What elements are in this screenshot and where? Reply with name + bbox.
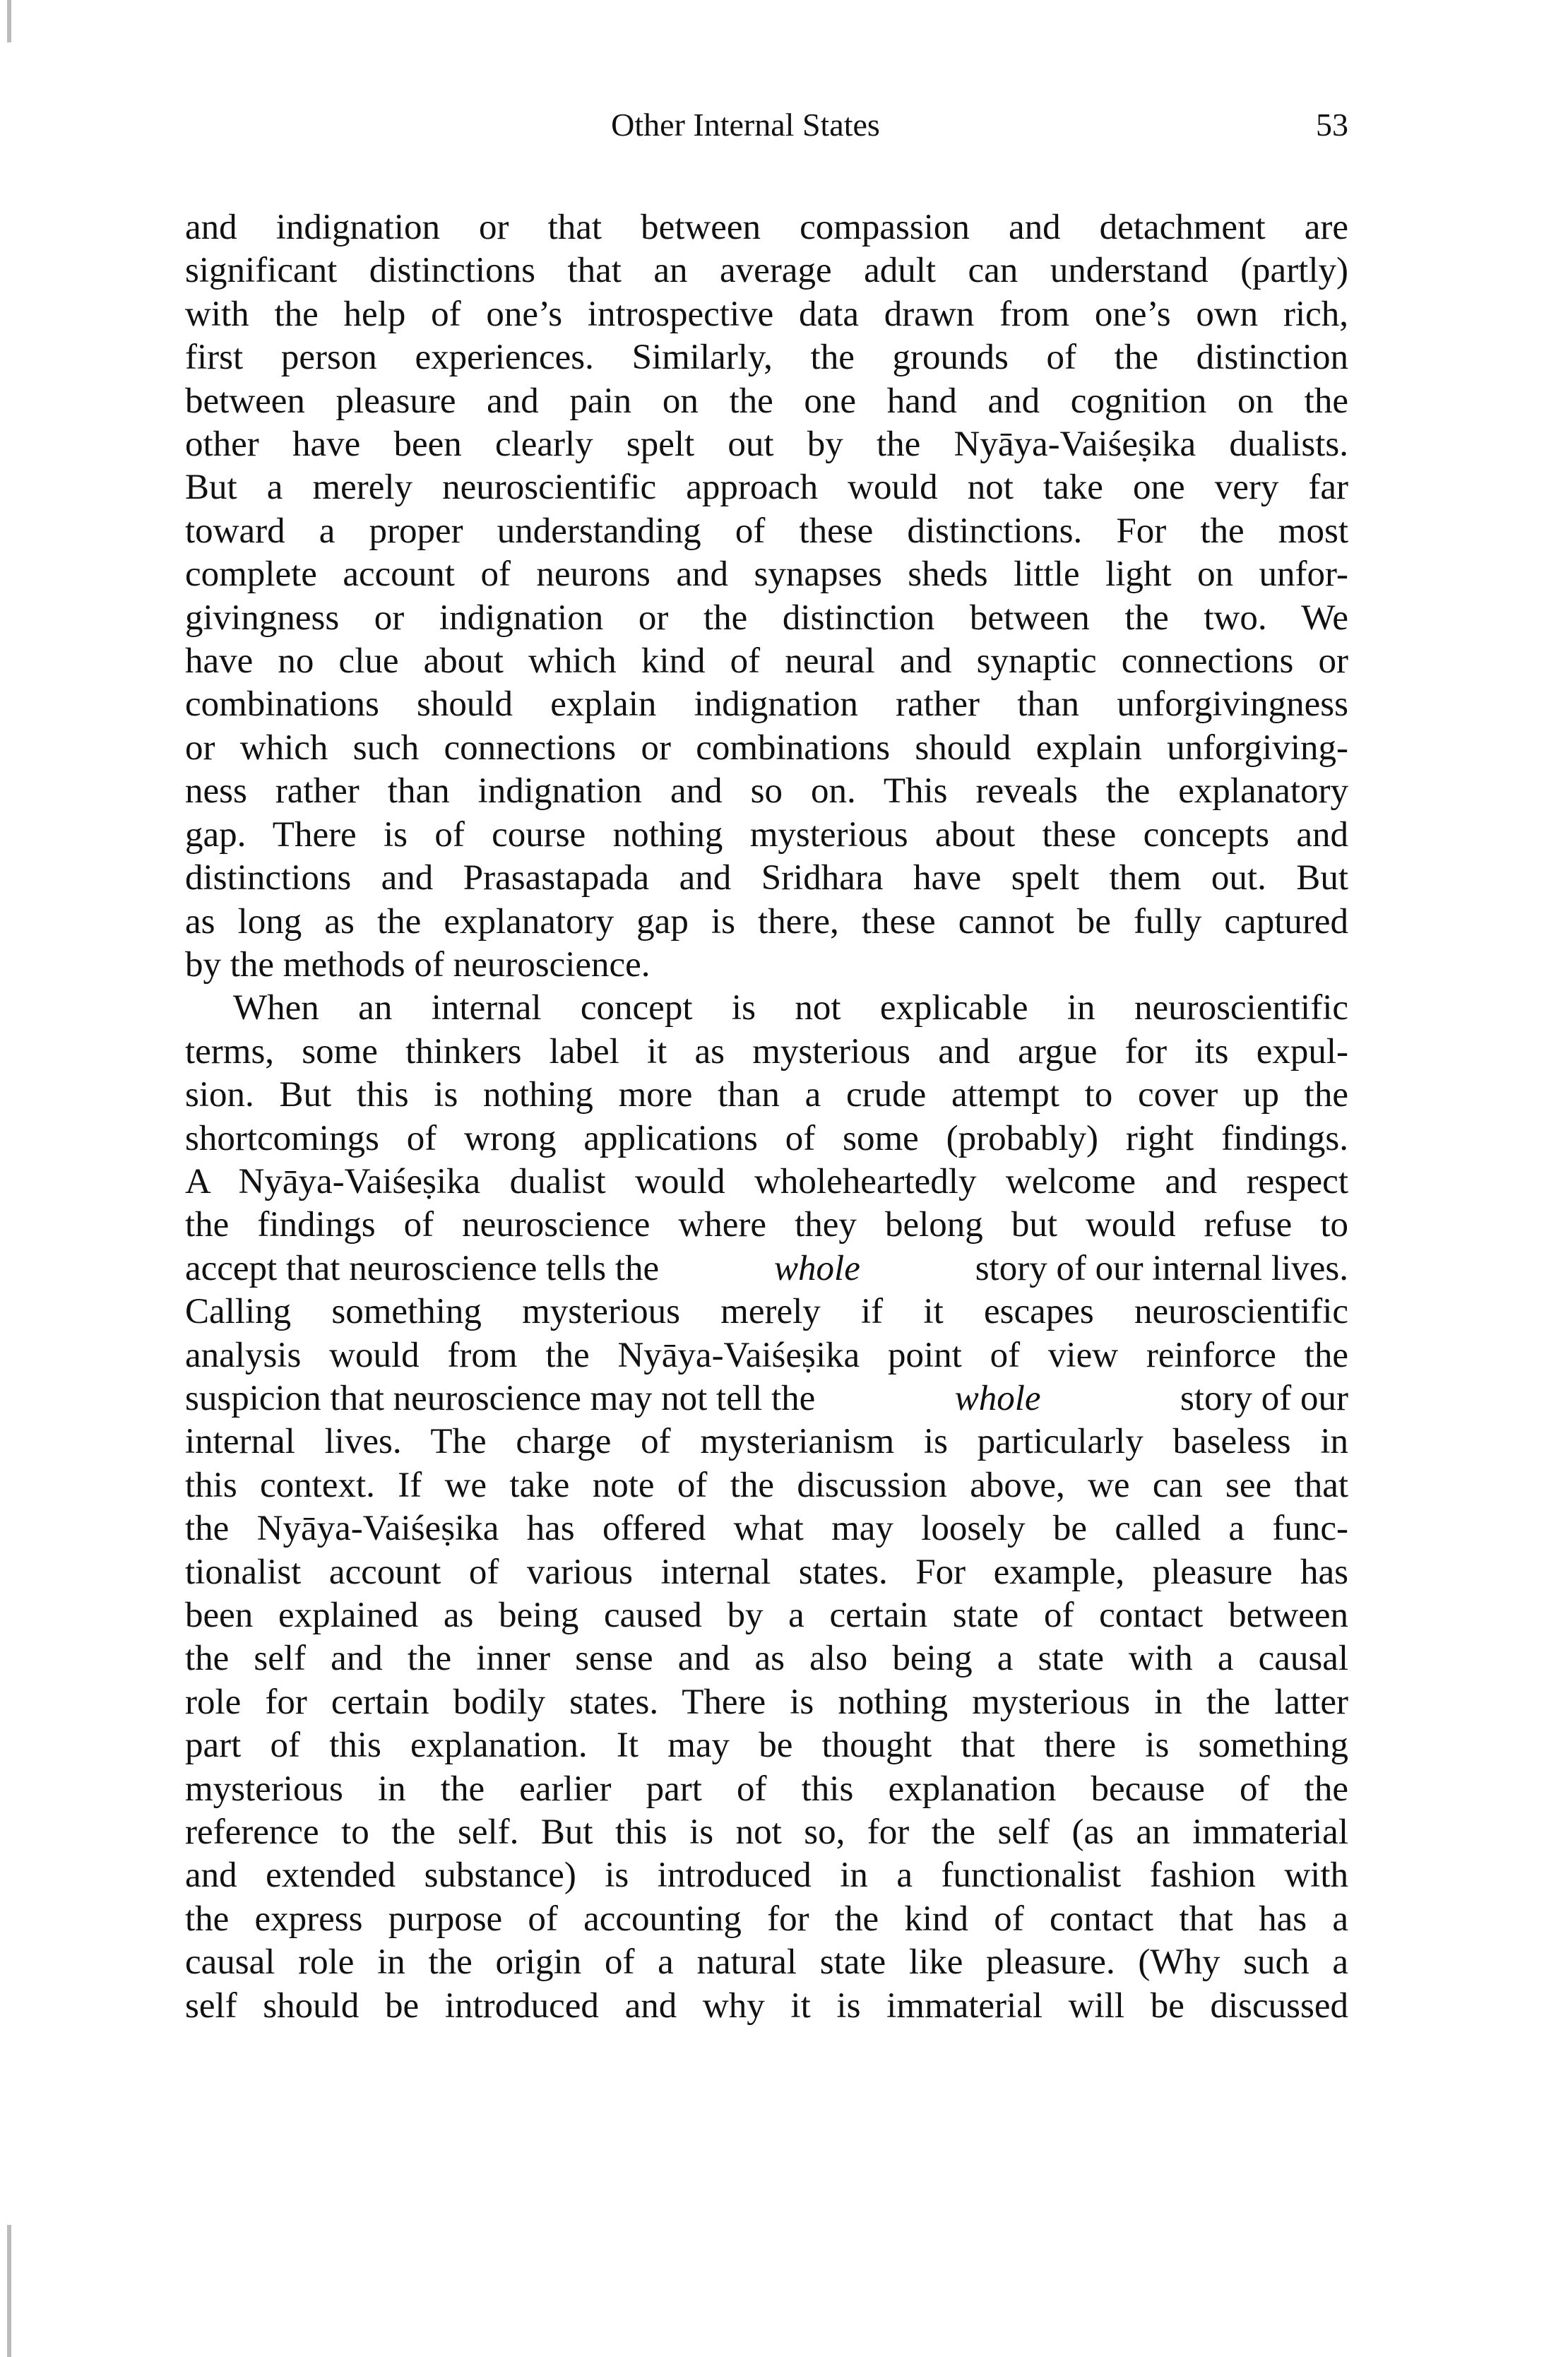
text-line (185, 1551, 1348, 1594)
text-segment: ness rather than indignation and so on. This reveals the explanatory (185, 771, 1348, 812)
running-head (185, 106, 1348, 148)
text-line (185, 640, 1348, 683)
text-segment: role for certain bodily states. There is nothing mysterious in the latter (185, 1682, 1348, 1722)
text-segment: internal lives. The charge of mysterianism is particularly baseless in (185, 1422, 1348, 1462)
text-line (185, 1681, 1348, 1724)
text-segment: mysterious in the earlier part of this explanation because of the (185, 1769, 1348, 1809)
text-segment: and extended substance) is introduced in a functionalist fashion with (185, 1856, 1348, 1896)
text-line (185, 1247, 1348, 1290)
text-segment: with the help of one’s introspective data drawn from one’s own rich, (185, 294, 1348, 334)
text-segment: or which such connections or combinations should explain unforgiving- (185, 728, 1348, 768)
text-segment: suspicion that neuroscience may not tell the (185, 1378, 825, 1418)
text-line (185, 1724, 1348, 1767)
emphasis: whole (954, 1378, 1041, 1418)
text-line (185, 380, 1348, 423)
text-line (185, 1160, 1348, 1204)
text-line (185, 1464, 1348, 1507)
text-line (185, 857, 1348, 900)
text-segment: complete account of neurons and synapses sheds little light on unfor- (185, 554, 1348, 595)
text-segment: toward a proper understanding of these distinctions. For the most (185, 511, 1348, 551)
text-segment: A Nyāya-Vaiśeṣika dualist would wholeheartedly welcome and respect (185, 1161, 1348, 1201)
text-line (185, 901, 1348, 944)
text-segment: givingness or indignation or the distinction between the two. We (185, 598, 1348, 638)
text-line (185, 206, 1348, 249)
text-segment: shortcomings of wrong applications of some (probably) right findings. (185, 1118, 1348, 1158)
text-segment: as long as the explanatory gap is there, these cannot be fully captured (185, 901, 1348, 942)
text-line (185, 944, 1348, 987)
text-segment: sion. But this is nothing more than a crude attempt to cover up the (185, 1075, 1348, 1115)
body-text (185, 206, 1348, 2028)
text-segment: between pleasure and pain on the one hand and cognition on the (185, 381, 1348, 421)
text-segment: part of this explanation. It may be thought that there is something (185, 1726, 1348, 1766)
text-line (185, 727, 1348, 770)
text-segment: story of our internal lives. (966, 1248, 1348, 1288)
text-segment: the self and the inner sense and as also being a state with a causal (185, 1639, 1348, 1679)
text-segment: the express purpose of accounting for the kind of contact that has a (185, 1899, 1348, 1939)
text-segment: the findings of neuroscience where they belong but would refuse to (185, 1205, 1348, 1245)
text-line (185, 553, 1348, 596)
scan-edge-mark (7, 2225, 11, 2357)
text-segment: causal role in the origin of a natural state like pleasure. (Why such a (185, 1942, 1348, 1983)
text-line (185, 510, 1348, 553)
page-number: 53 (1316, 107, 1348, 143)
text-segment: terms, some thinkers label it as mysterious and argue for its expul- (185, 1031, 1348, 1071)
text-line (185, 1074, 1348, 1117)
text-segment: story of our (1171, 1378, 1348, 1418)
text-segment: tionalist account of various internal states. For example, pleasure has (185, 1552, 1348, 1592)
text-line (185, 336, 1348, 379)
text-segment: reference to the self. But this is not so, for the self (as an immaterial (185, 1812, 1348, 1853)
text-segment: been explained as being caused by a certain state of contact between (185, 1596, 1348, 1635)
text-segment: the Nyāya-Vaiśeṣika has offered what may loosely be called a func- (185, 1509, 1348, 1549)
text-line (185, 1334, 1348, 1377)
text-segment: first person experiences. Similarly, the grounds of the distinction (185, 338, 1348, 378)
text-segment: gap. There is of course nothing mysterious about these concepts and (185, 814, 1348, 855)
text-segment: this context. If we take note of the discussion above, we can see that (185, 1465, 1348, 1505)
text-line (185, 814, 1348, 857)
text-line (185, 987, 1348, 1030)
text-line (185, 683, 1348, 726)
text-segment: by the methods of neuroscience. (185, 944, 651, 985)
text-line (185, 466, 1348, 509)
text-line (185, 770, 1348, 813)
text-line (185, 1117, 1348, 1160)
text-segment: When an internal concept is not explicable in neuroscientific (233, 988, 1348, 1028)
text-line (185, 1941, 1348, 1984)
scan-edge-mark (7, 0, 11, 42)
text-line (185, 597, 1348, 640)
emphasis: whole (774, 1248, 860, 1288)
text-segment: But a merely neuroscientific approach would not take one very far (185, 468, 1348, 508)
text-line (185, 1854, 1348, 1897)
text-line (185, 1768, 1348, 1811)
text-line (185, 293, 1348, 336)
text-segment: self should be introduced and why it is immaterial will be discussed (185, 1985, 1348, 2026)
text-line (185, 1031, 1348, 1074)
text-segment: combinations should explain indignation rather than unforgivingness (185, 684, 1348, 725)
text-segment: accept that neuroscience tells the (185, 1248, 668, 1288)
text-line (185, 1594, 1348, 1637)
text-line (185, 1290, 1348, 1334)
text-segment: and indignation or that between compassion and detachment are (185, 208, 1348, 247)
text-line (185, 1811, 1348, 1854)
text-line (185, 1507, 1348, 1550)
text-segment: significant distinctions that an average adult can understand (partly) (185, 251, 1348, 291)
text-line (185, 1204, 1348, 1247)
chapter-title: Other Internal States (611, 107, 880, 143)
text-segment: Calling something mysterious merely if it escapes neuroscientific (185, 1292, 1348, 1332)
text-segment: analysis would from the Nyāya-Vaiśeṣika point of view reinforce the (185, 1335, 1348, 1375)
text-line (185, 1985, 1348, 2028)
text-line (185, 1898, 1348, 1941)
text-line (185, 1377, 1348, 1420)
text-segment: have no clue about which kind of neural and synaptic connections or (185, 641, 1348, 682)
text-line (185, 1420, 1348, 1464)
text-segment: other have been clearly spelt out by the Nyāya-Vaiśeṣika dualists. (185, 425, 1348, 465)
text-line (185, 249, 1348, 292)
text-line (185, 423, 1348, 466)
text-segment: distinctions and Prasastapada and Sridhara have spelt them out. But (185, 858, 1348, 898)
text-line (185, 1637, 1348, 1680)
